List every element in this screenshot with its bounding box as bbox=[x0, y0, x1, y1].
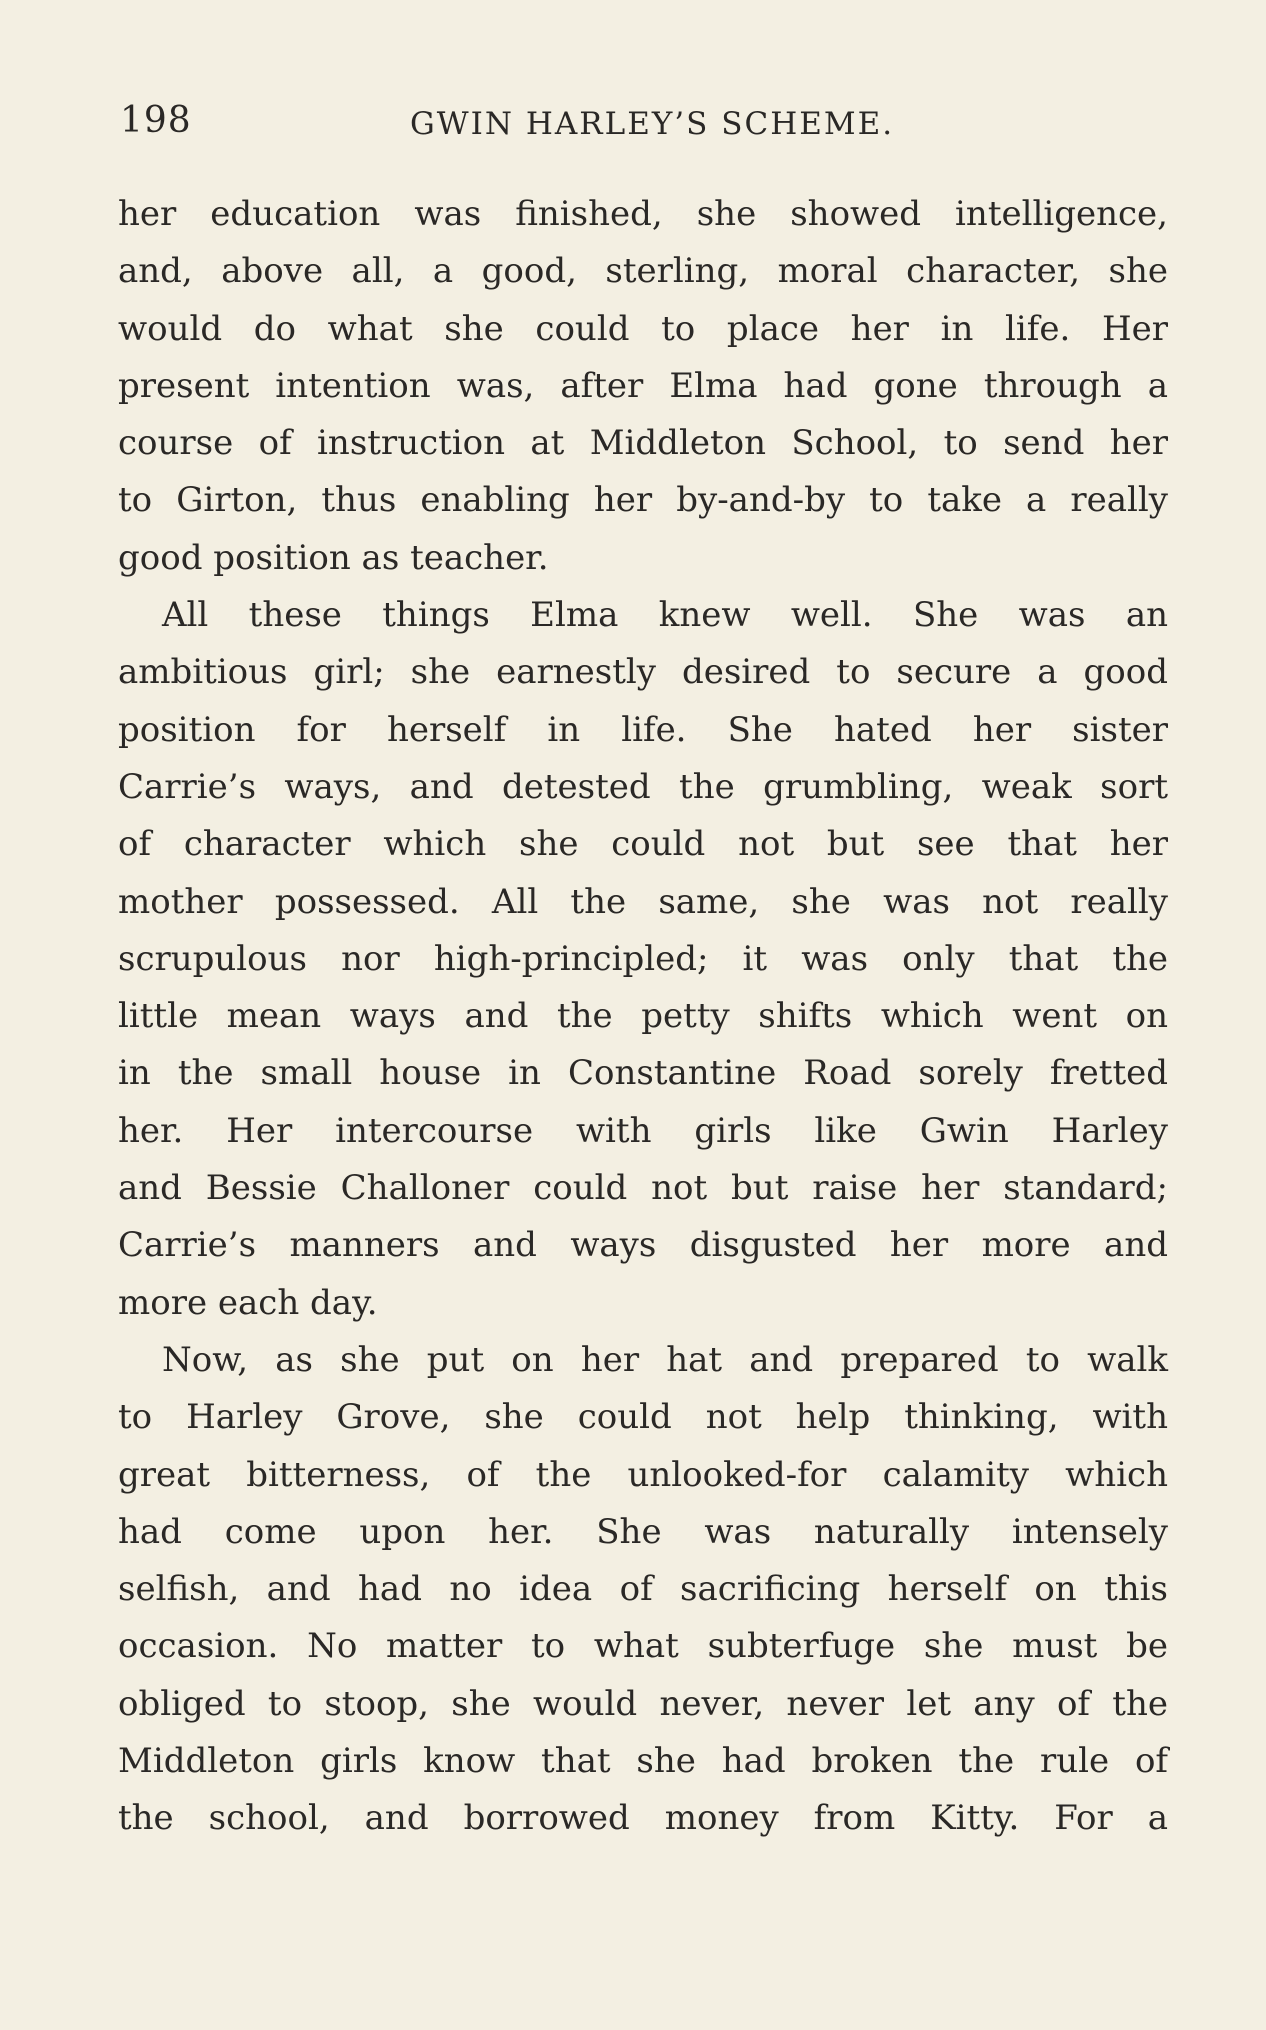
text-line: of character which she could not but see that her bbox=[118, 824, 1168, 865]
text-line: little mean ways and the petty shifts which went on bbox=[118, 996, 1168, 1037]
text-line: would do what she could to place her in life. Her bbox=[118, 308, 1168, 349]
text-line: more each day. bbox=[118, 1282, 378, 1323]
text-line: to Girton, thus enabling her by-and-by to take a really bbox=[118, 480, 1168, 521]
text-line: her education was finished, she showed intelligence, bbox=[118, 194, 1168, 234]
running-title: GWIN HARLEY’S SCHEME. bbox=[410, 106, 895, 142]
text-line: great bitterness, of the unlooked-for calamity which bbox=[118, 1454, 1168, 1495]
paragraph-start-line: Now, as she put on her hat and prepared to walk bbox=[162, 1339, 1168, 1380]
text-line: her. Her intercourse with girls like Gwin Harley bbox=[118, 1110, 1168, 1151]
text-line: in the small house in Constantine Road sorely fretted bbox=[118, 1053, 1168, 1094]
text-line: present intention was, after Elma had gone through a bbox=[118, 365, 1168, 406]
text-line: good position as teacher. bbox=[118, 537, 549, 578]
text-line: and Bessie Challoner could not but raise her standard; bbox=[118, 1168, 1168, 1209]
text-line: had come upon her. She was naturally intensely bbox=[118, 1511, 1168, 1552]
text-line: to Harley Grove, she could not help thinking, with bbox=[118, 1397, 1168, 1438]
text-line: and, above all, a good, sterling, moral character, she bbox=[118, 251, 1168, 292]
text-line: ambitious girl; she earnestly desired to secure a good bbox=[118, 652, 1168, 693]
body-text bbox=[118, 186, 1168, 1848]
text-line: Carrie’s ways, and detested the grumbling, weak sort bbox=[118, 766, 1168, 807]
text-line: obliged to stoop, she would never, never let any of the bbox=[118, 1683, 1168, 1724]
text-line: mother possessed. All the same, she was not really bbox=[118, 881, 1168, 922]
paragraph-start-line: All these things Elma knew well. She was an bbox=[162, 595, 1168, 636]
text-line: Carrie’s manners and ways disgusted her more and bbox=[118, 1225, 1168, 1266]
text-line: Middleton girls know that she had broken the rule of bbox=[118, 1741, 1168, 1782]
text-line: selfish, and had no idea of sacrificing herself on this bbox=[118, 1569, 1168, 1610]
text-line: occasion. No matter to what subterfuge she must be bbox=[118, 1626, 1168, 1667]
page-header bbox=[120, 100, 1165, 156]
page-number: 198 bbox=[120, 100, 192, 141]
text-line: course of instruction at Middleton School, to send her bbox=[118, 423, 1168, 464]
text-line: the school, and borrowed money from Kitty. For a bbox=[118, 1798, 1168, 1839]
text-line: scrupulous nor high-principled; it was only that the bbox=[118, 938, 1168, 979]
text-line: position for herself in life. She hated her sister bbox=[118, 709, 1168, 750]
